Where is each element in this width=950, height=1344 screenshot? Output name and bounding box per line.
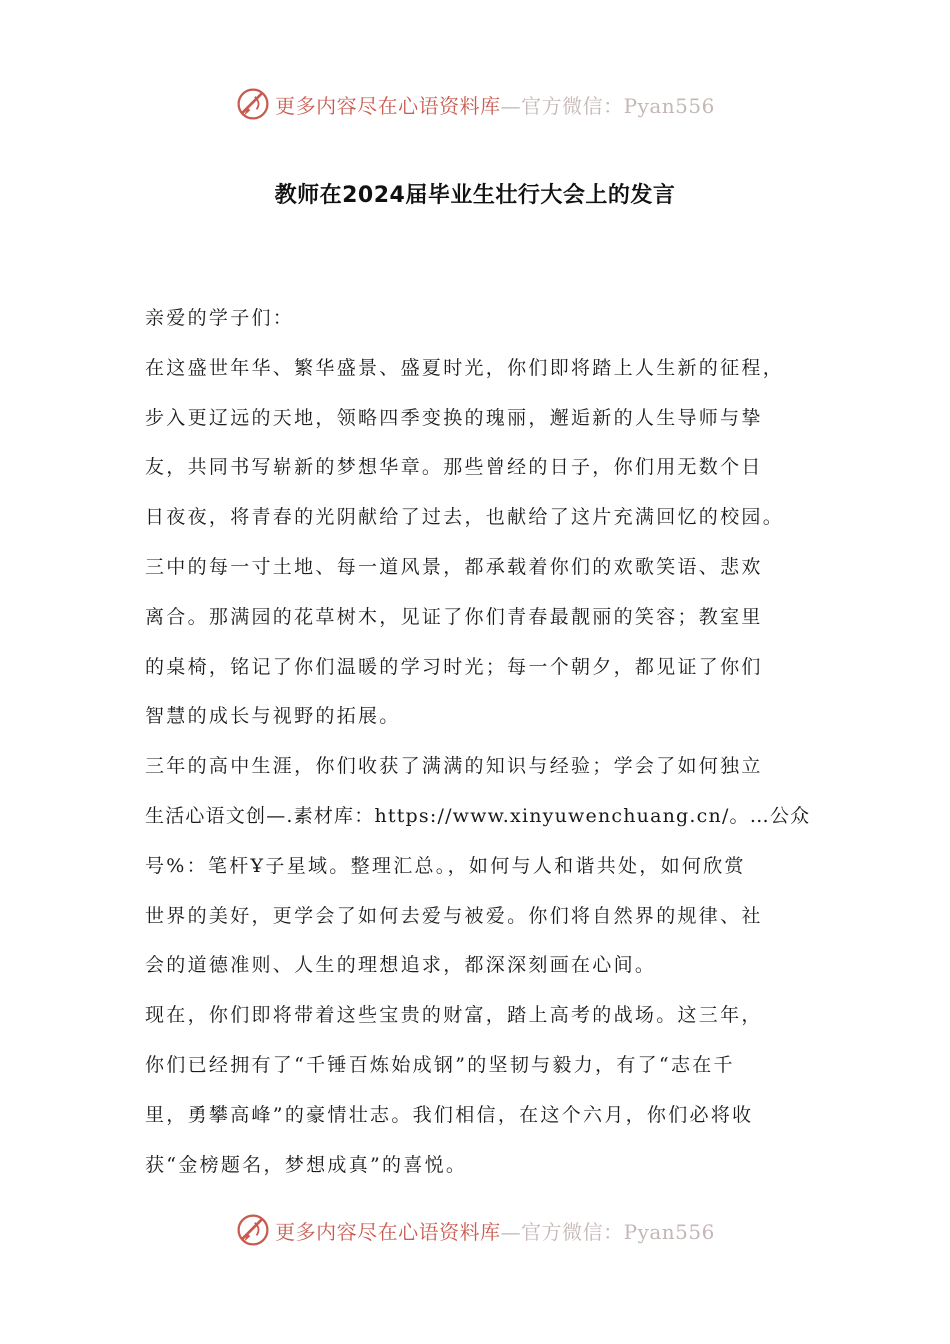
text-line: 你们已经拥有了“千锤百炼始成钢”的坚韧与毅力，有了“志在千: [145, 1053, 735, 1076]
text-line: 会的道德准则、人生的理想追求，都深深刻画在心间。: [145, 954, 657, 977]
text-line: 三年的高中生涯，你们收获了满满的知识与经验；学会了如何独立: [145, 755, 763, 778]
footer-separator: —: [500, 1219, 522, 1244]
text-line: 的桌椅，铭记了你们温暖的学习时光；每一个朝夕，都见证了你们: [145, 655, 763, 678]
header-banner-text: [275, 90, 715, 119]
document-title: 教师在2024届毕业生壮行大会上的发言: [274, 183, 676, 208]
footer-wechat-id: Pyan556: [623, 1219, 715, 1244]
text-line: 里，勇攀高峰”的豪情壮志。我们相信，在这个六月，你们必将收: [145, 1103, 754, 1126]
text-line: 世界的美好，更学会了如何去爱与被爱。你们将自然界的规律、社: [145, 904, 763, 927]
text-line: 亲爱的学子们：: [145, 307, 295, 329]
text-line: 三中的每一寸土地、每一道风景，都承载着你们的欢歌笑语、悲欢: [145, 555, 763, 578]
header-site-text: 更多内容尽在心语资料库: [275, 93, 501, 118]
text-line: 智慧的成长与视野的拓展。: [145, 705, 401, 728]
pen-logo-icon: [235, 86, 271, 122]
text-line: 日夜夜，将青春的光阴献给了过去，也献给了这片充满回忆的校园。: [145, 506, 785, 529]
footer-wechat-label: 官方微信：: [521, 1219, 624, 1244]
footer-site-text: 更多内容尽在心语资料库: [275, 1219, 501, 1244]
header-wechat-id: Pyan556: [623, 93, 715, 118]
text-line: 生活心语文创—.素材库：https://www.xinyuwenchuang.cn/。…公众: [145, 804, 811, 827]
header-wechat-label: 官方微信：: [521, 93, 624, 118]
header-banner: [0, 84, 950, 124]
text-line: 步入更辽远的天地，领略四季变换的瑰丽，邂逅新的人生导师与挚: [145, 406, 763, 429]
document-body: [145, 300, 810, 1196]
text-line: 现在，你们即将带着这些宝贵的财富，踏上高考的战场。这三年，: [145, 1004, 763, 1027]
footer-banner-text: [275, 1216, 715, 1245]
text-line: 友，共同书写崭新的梦想华章。那些曾经的日子，你们用无数个日: [145, 456, 763, 479]
pen-logo-icon: [235, 1212, 271, 1248]
text-line: 在这盛世年华、繁华盛景、盛夏时光，你们即将踏上人生新的征程，: [145, 356, 785, 379]
text-line: 号%：笔杆Ұ子星域。整理汇总。，如何与人和谐共处，如何欣赏: [145, 854, 746, 877]
footer-banner: [0, 1210, 950, 1250]
text-line: 获“金榜题名，梦想成真”的喜悦。: [145, 1153, 468, 1176]
text-line: 离合。那满园的花草树木，见证了你们青春最靓丽的笑容；教室里: [145, 605, 763, 628]
header-separator: —: [500, 93, 522, 118]
